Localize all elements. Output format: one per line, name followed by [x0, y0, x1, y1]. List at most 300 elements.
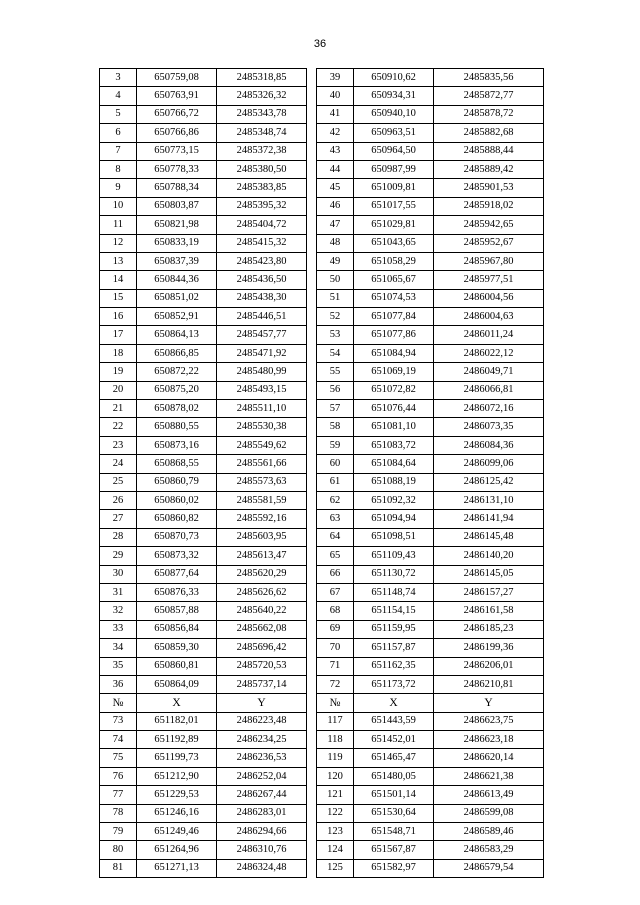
table-row — [100, 271, 544, 289]
y-coordinate-cell: 2485471,92 — [217, 344, 307, 362]
y-coordinate-cell: 2485423,80 — [217, 252, 307, 270]
point-number-cell: 53 — [317, 326, 354, 344]
x-coordinate-cell: 651074,53 — [354, 289, 434, 307]
x-coordinate-cell: 651069,19 — [354, 363, 434, 381]
point-number-cell: 29 — [100, 547, 137, 565]
x-coordinate-cell: 651567,87 — [354, 841, 434, 859]
table-row — [100, 657, 544, 675]
x-coordinate-cell: 650833,19 — [137, 234, 217, 252]
table-row — [100, 308, 544, 326]
table-row — [100, 87, 544, 105]
point-number-cell: 124 — [317, 841, 354, 859]
x-coordinate-cell: 651058,29 — [354, 252, 434, 270]
y-coordinate-cell: 2485737,14 — [217, 675, 307, 693]
point-number-cell: 78 — [100, 804, 137, 822]
point-number-cell: 36 — [100, 675, 137, 693]
x-coordinate-cell: 650852,91 — [137, 308, 217, 326]
table-row — [100, 400, 544, 418]
y-coordinate-cell: 2486579,54 — [434, 859, 544, 877]
y-coordinate-cell: 2486004,63 — [434, 308, 544, 326]
x-coordinate-cell: 651043,65 — [354, 234, 434, 252]
column-gap — [307, 160, 317, 178]
y-coordinate-cell: 2486267,44 — [217, 786, 307, 804]
y-coordinate-cell: 2485977,51 — [434, 271, 544, 289]
point-number-cell: 41 — [317, 105, 354, 123]
point-number-cell: 32 — [100, 602, 137, 620]
x-coordinate-cell: 651271,13 — [137, 859, 217, 877]
point-number-cell: 23 — [100, 436, 137, 454]
y-coordinate-cell: 2486157,27 — [434, 583, 544, 601]
y-coordinate-cell: 2486210,81 — [434, 675, 544, 693]
y-coordinate-cell: 2485326,32 — [217, 87, 307, 105]
table-row — [100, 234, 544, 252]
point-number-cell: 48 — [317, 234, 354, 252]
point-number-cell: 28 — [100, 528, 137, 546]
y-coordinate-cell: 2486131,10 — [434, 491, 544, 509]
y-coordinate-cell: 2485882,68 — [434, 124, 544, 142]
x-coordinate-cell: 651501,14 — [354, 786, 434, 804]
y-coordinate-cell: 2485662,08 — [217, 620, 307, 638]
point-number-cell: 73 — [100, 712, 137, 730]
y-coordinate-cell: 2485446,51 — [217, 308, 307, 326]
x-coordinate-cell: 650821,98 — [137, 216, 217, 234]
table-row — [100, 216, 544, 234]
y-coordinate-cell: 2485348,74 — [217, 124, 307, 142]
column-gap — [307, 271, 317, 289]
x-coordinate-cell: 650940,10 — [354, 105, 434, 123]
x-coordinate-cell: 651548,71 — [354, 823, 434, 841]
point-number-cell: 15 — [100, 289, 137, 307]
point-number-cell: 60 — [317, 455, 354, 473]
x-coordinate-cell: 650877,64 — [137, 565, 217, 583]
y-coordinate-cell: 2485942,65 — [434, 216, 544, 234]
point-number-cell: 18 — [100, 344, 137, 362]
x-coordinate-cell: 650866,85 — [137, 344, 217, 362]
point-number-cell: 44 — [317, 160, 354, 178]
table-row — [100, 675, 544, 693]
column-gap — [307, 473, 317, 491]
y-coordinate-cell: 2486185,23 — [434, 620, 544, 638]
y-coordinate-cell: 2485493,15 — [217, 381, 307, 399]
point-number-cell: 55 — [317, 363, 354, 381]
point-number-cell: 7 — [100, 142, 137, 160]
point-number-cell: 33 — [100, 620, 137, 638]
x-coordinate-cell: 650934,31 — [354, 87, 434, 105]
y-coordinate-cell: 2486140,20 — [434, 547, 544, 565]
y-coordinate-cell: 2485457,77 — [217, 326, 307, 344]
table-row — [100, 731, 544, 749]
column-gap — [307, 363, 317, 381]
y-coordinate-cell: 2485967,80 — [434, 252, 544, 270]
column-gap — [307, 639, 317, 657]
column-gap — [307, 252, 317, 270]
x-coordinate-cell: 651084,64 — [354, 455, 434, 473]
column-gap — [307, 400, 317, 418]
point-number-cell: 71 — [317, 657, 354, 675]
x-coordinate-cell: 650963,51 — [354, 124, 434, 142]
y-coordinate-cell: 2485581,59 — [217, 491, 307, 509]
point-number-cell: 6 — [100, 124, 137, 142]
column-gap — [307, 657, 317, 675]
point-number-cell: 123 — [317, 823, 354, 841]
point-number-cell: 27 — [100, 510, 137, 528]
x-coordinate-cell: 650857,88 — [137, 602, 217, 620]
column-gap — [307, 841, 317, 859]
column-gap — [307, 547, 317, 565]
x-coordinate-cell: 651443,59 — [354, 712, 434, 730]
table-row — [100, 583, 544, 601]
header-y-right: Y — [434, 694, 544, 712]
point-number-cell: 14 — [100, 271, 137, 289]
point-number-cell: 118 — [317, 731, 354, 749]
table-row — [100, 859, 544, 877]
table-row — [100, 712, 544, 730]
column-gap — [307, 87, 317, 105]
table-row — [100, 455, 544, 473]
y-coordinate-cell: 2486589,46 — [434, 823, 544, 841]
header-num-left: № — [100, 694, 137, 712]
x-coordinate-cell: 651229,53 — [137, 786, 217, 804]
table-row — [100, 491, 544, 509]
point-number-cell: 39 — [317, 69, 354, 87]
x-coordinate-cell: 650851,02 — [137, 289, 217, 307]
table-row — [100, 823, 544, 841]
column-gap — [307, 712, 317, 730]
header-row — [100, 694, 544, 712]
y-coordinate-cell: 2486206,01 — [434, 657, 544, 675]
point-number-cell: 34 — [100, 639, 137, 657]
x-coordinate-cell: 651009,81 — [354, 179, 434, 197]
x-coordinate-cell: 650860,81 — [137, 657, 217, 675]
table-row — [100, 69, 544, 87]
column-gap — [307, 179, 317, 197]
table-row — [100, 124, 544, 142]
point-number-cell: 58 — [317, 418, 354, 436]
x-coordinate-cell: 650864,09 — [137, 675, 217, 693]
y-coordinate-cell: 2485573,63 — [217, 473, 307, 491]
y-coordinate-cell: 2486199,36 — [434, 639, 544, 657]
point-number-cell: 25 — [100, 473, 137, 491]
table-row — [100, 326, 544, 344]
x-coordinate-cell: 651452,01 — [354, 731, 434, 749]
y-coordinate-cell: 2486623,18 — [434, 731, 544, 749]
y-coordinate-cell: 2485888,44 — [434, 142, 544, 160]
y-coordinate-cell: 2486072,16 — [434, 400, 544, 418]
x-coordinate-cell: 650844,36 — [137, 271, 217, 289]
table-row — [100, 418, 544, 436]
x-coordinate-cell: 650778,33 — [137, 160, 217, 178]
x-coordinate-cell: 651182,01 — [137, 712, 217, 730]
x-coordinate-cell: 651173,72 — [354, 675, 434, 693]
x-coordinate-cell: 650837,39 — [137, 252, 217, 270]
y-coordinate-cell: 2486066,81 — [434, 381, 544, 399]
table-row — [100, 841, 544, 859]
y-coordinate-cell: 2485436,50 — [217, 271, 307, 289]
y-coordinate-cell: 2485380,50 — [217, 160, 307, 178]
point-number-cell: 59 — [317, 436, 354, 454]
y-coordinate-cell: 2486283,01 — [217, 804, 307, 822]
x-coordinate-cell: 651084,94 — [354, 344, 434, 362]
column-gap — [307, 731, 317, 749]
point-number-cell: 12 — [100, 234, 137, 252]
point-number-cell: 79 — [100, 823, 137, 841]
y-coordinate-cell: 2486011,24 — [434, 326, 544, 344]
point-number-cell: 50 — [317, 271, 354, 289]
point-number-cell: 24 — [100, 455, 137, 473]
y-coordinate-cell: 2485640,22 — [217, 602, 307, 620]
y-coordinate-cell: 2485549,62 — [217, 436, 307, 454]
column-gap — [307, 491, 317, 509]
y-coordinate-cell: 2486310,76 — [217, 841, 307, 859]
column-gap — [307, 620, 317, 638]
point-number-cell: 74 — [100, 731, 137, 749]
point-number-cell: 9 — [100, 179, 137, 197]
table-row — [100, 565, 544, 583]
y-coordinate-cell: 2485511,10 — [217, 400, 307, 418]
point-number-cell: 75 — [100, 749, 137, 767]
point-number-cell: 65 — [317, 547, 354, 565]
table-row — [100, 473, 544, 491]
table-row — [100, 786, 544, 804]
y-coordinate-cell: 2485901,53 — [434, 179, 544, 197]
y-coordinate-cell: 2486022,12 — [434, 344, 544, 362]
x-coordinate-cell: 650860,82 — [137, 510, 217, 528]
y-coordinate-cell: 2486252,04 — [217, 767, 307, 785]
header-x-left: X — [137, 694, 217, 712]
y-coordinate-cell: 2486623,75 — [434, 712, 544, 730]
point-number-cell: 125 — [317, 859, 354, 877]
y-coordinate-cell: 2485878,72 — [434, 105, 544, 123]
point-number-cell: 17 — [100, 326, 137, 344]
point-number-cell: 10 — [100, 197, 137, 215]
point-number-cell: 30 — [100, 565, 137, 583]
point-number-cell: 62 — [317, 491, 354, 509]
y-coordinate-cell: 2486099,06 — [434, 455, 544, 473]
point-number-cell: 70 — [317, 639, 354, 657]
y-coordinate-cell: 2485720,53 — [217, 657, 307, 675]
y-coordinate-cell: 2485626,62 — [217, 583, 307, 601]
point-number-cell: 35 — [100, 657, 137, 675]
y-coordinate-cell: 2486234,25 — [217, 731, 307, 749]
point-number-cell: 16 — [100, 308, 137, 326]
x-coordinate-cell: 651077,86 — [354, 326, 434, 344]
point-number-cell: 120 — [317, 767, 354, 785]
column-gap — [307, 381, 317, 399]
table-row — [100, 197, 544, 215]
x-coordinate-cell: 651077,84 — [354, 308, 434, 326]
point-number-cell: 119 — [317, 749, 354, 767]
point-number-cell: 54 — [317, 344, 354, 362]
point-number-cell: 68 — [317, 602, 354, 620]
x-coordinate-cell: 651530,64 — [354, 804, 434, 822]
point-number-cell: 51 — [317, 289, 354, 307]
y-coordinate-cell: 2486621,38 — [434, 767, 544, 785]
table-row — [100, 381, 544, 399]
table-row — [100, 602, 544, 620]
y-coordinate-cell: 2485561,66 — [217, 455, 307, 473]
x-coordinate-cell: 651130,72 — [354, 565, 434, 583]
column-gap — [307, 749, 317, 767]
point-number-cell: 19 — [100, 363, 137, 381]
y-coordinate-cell: 2485480,99 — [217, 363, 307, 381]
x-coordinate-cell: 650873,32 — [137, 547, 217, 565]
x-coordinate-cell: 650860,02 — [137, 491, 217, 509]
table-row — [100, 289, 544, 307]
y-coordinate-cell: 2486049,71 — [434, 363, 544, 381]
point-number-cell: 31 — [100, 583, 137, 601]
x-coordinate-cell: 650880,55 — [137, 418, 217, 436]
point-number-cell: 49 — [317, 252, 354, 270]
y-coordinate-cell: 2486141,94 — [434, 510, 544, 528]
point-number-cell: 4 — [100, 87, 137, 105]
column-gap — [307, 142, 317, 160]
column-gap — [307, 859, 317, 877]
point-number-cell: 40 — [317, 87, 354, 105]
point-number-cell: 121 — [317, 786, 354, 804]
x-coordinate-cell: 651264,96 — [137, 841, 217, 859]
point-number-cell: 11 — [100, 216, 137, 234]
y-coordinate-cell: 2485613,47 — [217, 547, 307, 565]
x-coordinate-cell: 651065,67 — [354, 271, 434, 289]
y-coordinate-cell: 2485696,42 — [217, 639, 307, 657]
x-coordinate-cell: 650860,79 — [137, 473, 217, 491]
x-coordinate-cell: 651157,87 — [354, 639, 434, 657]
table-row — [100, 547, 544, 565]
table-row — [100, 363, 544, 381]
point-number-cell: 47 — [317, 216, 354, 234]
y-coordinate-cell: 2485318,85 — [217, 69, 307, 87]
y-coordinate-cell: 2485872,77 — [434, 87, 544, 105]
x-coordinate-cell: 651098,51 — [354, 528, 434, 546]
x-coordinate-cell: 650766,72 — [137, 105, 217, 123]
column-gap — [307, 583, 317, 601]
x-coordinate-cell: 651154,15 — [354, 602, 434, 620]
x-coordinate-cell: 651249,46 — [137, 823, 217, 841]
point-number-cell: 77 — [100, 786, 137, 804]
table-header — [100, 694, 544, 712]
point-number-cell: 22 — [100, 418, 137, 436]
y-coordinate-cell: 2486145,48 — [434, 528, 544, 546]
column-gap — [307, 767, 317, 785]
x-coordinate-cell: 650872,22 — [137, 363, 217, 381]
point-number-cell: 20 — [100, 381, 137, 399]
column-gap — [307, 344, 317, 362]
x-coordinate-cell: 650763,91 — [137, 87, 217, 105]
column-gap — [307, 105, 317, 123]
coordinates-table — [99, 68, 544, 878]
point-number-cell: 122 — [317, 804, 354, 822]
y-coordinate-cell: 2486125,42 — [434, 473, 544, 491]
point-number-cell: 61 — [317, 473, 354, 491]
column-gap — [307, 69, 317, 87]
point-number-cell: 8 — [100, 160, 137, 178]
x-coordinate-cell: 651480,05 — [354, 767, 434, 785]
point-number-cell: 3 — [100, 69, 137, 87]
x-coordinate-cell: 651582,97 — [354, 859, 434, 877]
x-coordinate-cell: 650987,99 — [354, 160, 434, 178]
table-row — [100, 252, 544, 270]
point-number-cell: 52 — [317, 308, 354, 326]
x-coordinate-cell: 650868,55 — [137, 455, 217, 473]
x-coordinate-cell: 651072,82 — [354, 381, 434, 399]
column-gap — [307, 602, 317, 620]
point-number-cell: 66 — [317, 565, 354, 583]
column-gap — [307, 565, 317, 583]
y-coordinate-cell: 2486613,49 — [434, 786, 544, 804]
y-coordinate-cell: 2485592,16 — [217, 510, 307, 528]
x-coordinate-cell: 651199,73 — [137, 749, 217, 767]
table-row — [100, 344, 544, 362]
x-coordinate-cell: 651076,44 — [354, 400, 434, 418]
header-x-right: X — [354, 694, 434, 712]
x-coordinate-cell: 650876,33 — [137, 583, 217, 601]
x-coordinate-cell: 651029,81 — [354, 216, 434, 234]
x-coordinate-cell: 651148,74 — [354, 583, 434, 601]
point-number-cell: 72 — [317, 675, 354, 693]
point-number-cell: 43 — [317, 142, 354, 160]
column-gap — [307, 124, 317, 142]
x-coordinate-cell: 651081,10 — [354, 418, 434, 436]
column-gap — [307, 675, 317, 693]
y-coordinate-cell: 2485415,32 — [217, 234, 307, 252]
x-coordinate-cell: 651017,55 — [354, 197, 434, 215]
point-number-cell: 63 — [317, 510, 354, 528]
table-row — [100, 767, 544, 785]
y-coordinate-cell: 2486161,58 — [434, 602, 544, 620]
column-gap — [307, 308, 317, 326]
table-row — [100, 142, 544, 160]
table-row — [100, 160, 544, 178]
point-number-cell: 80 — [100, 841, 137, 859]
column-gap — [307, 418, 317, 436]
point-number-cell: 57 — [317, 400, 354, 418]
point-number-cell: 13 — [100, 252, 137, 270]
y-coordinate-cell: 2486084,36 — [434, 436, 544, 454]
column-gap — [307, 528, 317, 546]
point-number-cell: 45 — [317, 179, 354, 197]
x-coordinate-cell: 651212,90 — [137, 767, 217, 785]
column-gap — [307, 510, 317, 528]
column-gap — [307, 326, 317, 344]
x-coordinate-cell: 650759,08 — [137, 69, 217, 87]
x-coordinate-cell: 650859,30 — [137, 639, 217, 657]
x-coordinate-cell: 650788,34 — [137, 179, 217, 197]
point-number-cell: 81 — [100, 859, 137, 877]
table-row — [100, 179, 544, 197]
x-coordinate-cell: 650910,62 — [354, 69, 434, 87]
table-body-top — [100, 69, 544, 694]
y-coordinate-cell: 2485530,38 — [217, 418, 307, 436]
y-coordinate-cell: 2486294,66 — [217, 823, 307, 841]
point-number-cell: 46 — [317, 197, 354, 215]
y-coordinate-cell: 2486073,35 — [434, 418, 544, 436]
y-coordinate-cell: 2486583,29 — [434, 841, 544, 859]
y-coordinate-cell: 2486145,05 — [434, 565, 544, 583]
y-coordinate-cell: 2485918,02 — [434, 197, 544, 215]
column-gap — [307, 197, 317, 215]
column-gap — [307, 823, 317, 841]
table-row — [100, 620, 544, 638]
x-coordinate-cell: 650766,86 — [137, 124, 217, 142]
point-number-cell: 42 — [317, 124, 354, 142]
x-coordinate-cell: 651109,43 — [354, 547, 434, 565]
table-row — [100, 804, 544, 822]
x-coordinate-cell: 650773,15 — [137, 142, 217, 160]
y-coordinate-cell: 2485372,38 — [217, 142, 307, 160]
point-number-cell: 5 — [100, 105, 137, 123]
x-coordinate-cell: 650870,73 — [137, 528, 217, 546]
x-coordinate-cell: 650873,16 — [137, 436, 217, 454]
